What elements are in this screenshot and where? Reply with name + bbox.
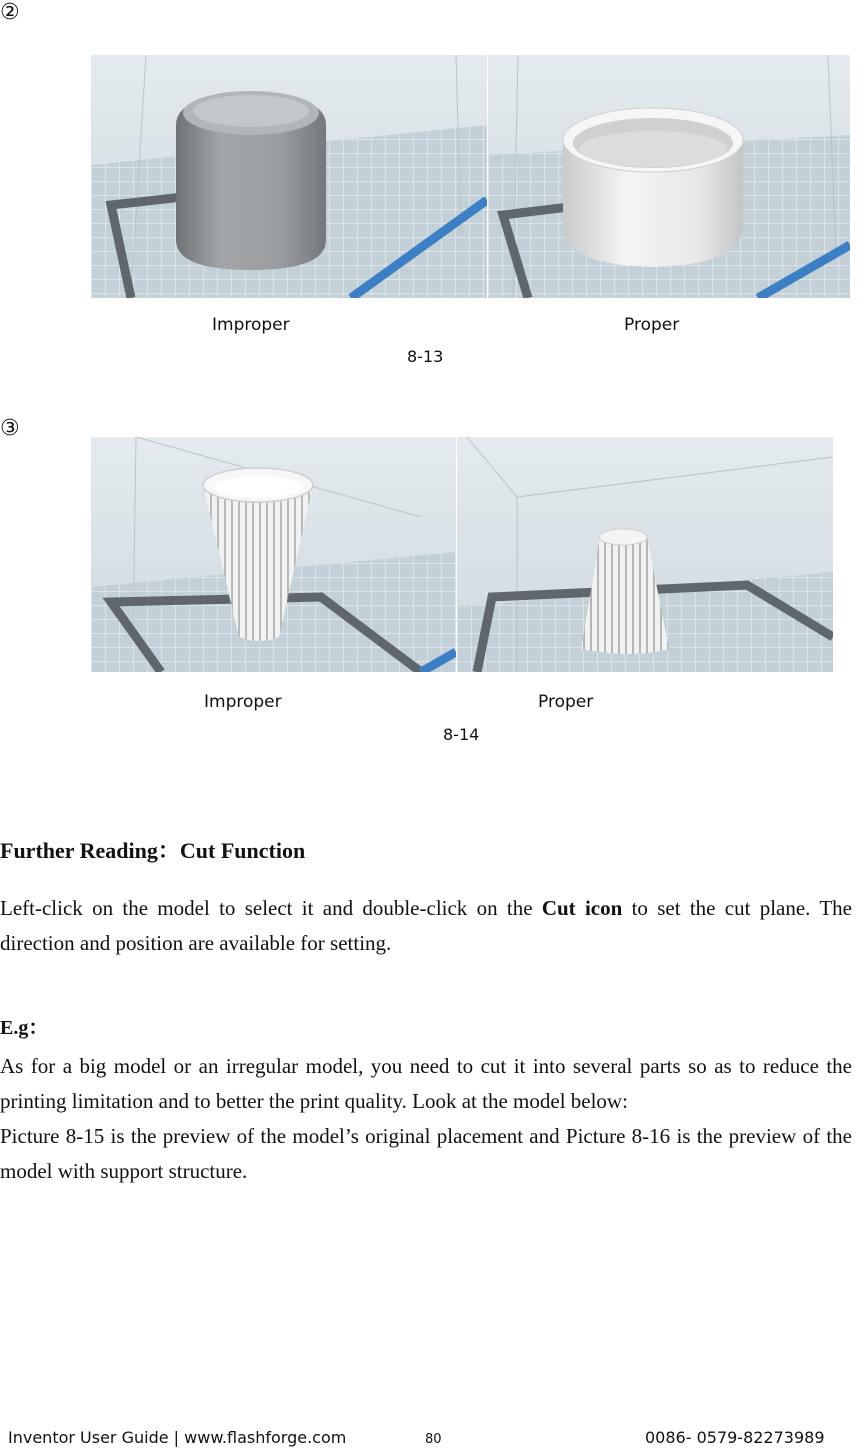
para1-start: Left-click on the model to select it and double-click on the	[0, 896, 542, 920]
heading-suffix: Cut Function	[179, 838, 306, 863]
cut-icon-term: Cut icon	[541, 896, 623, 920]
footer-phone: 0086- 0579-82273989	[645, 1428, 825, 1447]
heading-separator: ：	[157, 838, 180, 863]
label-8-13-improper: Improper	[212, 315, 290, 335]
big-model-paragraph: As for a big model or an irregular model, you need to cut it into several parts so as to reduce the printing limitation and to better the print quality. Look at the model below:	[0, 1054, 852, 1113]
figure-8-13-improper	[91, 55, 487, 298]
proper-vase-render	[457, 437, 833, 672]
figure-8-14-improper	[91, 437, 456, 672]
label-8-14-proper: Proper	[538, 692, 594, 712]
eg-label: E.g：	[0, 1017, 49, 1039]
footer-guide-info: Inventor User Guide | www.flashforge.com	[8, 1428, 347, 1447]
picture-preview-paragraph: Picture 8-15 is the preview of the model’s original placement and Picture 8-16 is the preview of the model with support structure.	[0, 1124, 852, 1183]
proper-open-cup-render	[488, 55, 850, 298]
figure-8-14-proper	[457, 437, 833, 672]
label-8-14-improper: Improper	[204, 692, 282, 712]
improper-closed-cylinder-render	[91, 55, 487, 298]
caption-8-14: 8-14	[443, 725, 480, 744]
improper-vase-render	[91, 437, 456, 672]
section-marker-3: ③	[0, 416, 20, 441]
cut-function-paragraph	[0, 891, 852, 961]
footer-page-number: 80	[425, 1432, 442, 1447]
label-8-13-proper: Proper	[624, 315, 680, 335]
para1-end: to set the cut plane. The direction and position are available for setting.	[0, 896, 852, 955]
section-marker-2: ②	[0, 0, 20, 25]
caption-8-13: 8-13	[407, 347, 444, 366]
heading-prefix: Further Reading	[0, 838, 158, 863]
further-reading-heading	[0, 834, 305, 865]
figure-8-13-proper	[488, 55, 850, 298]
